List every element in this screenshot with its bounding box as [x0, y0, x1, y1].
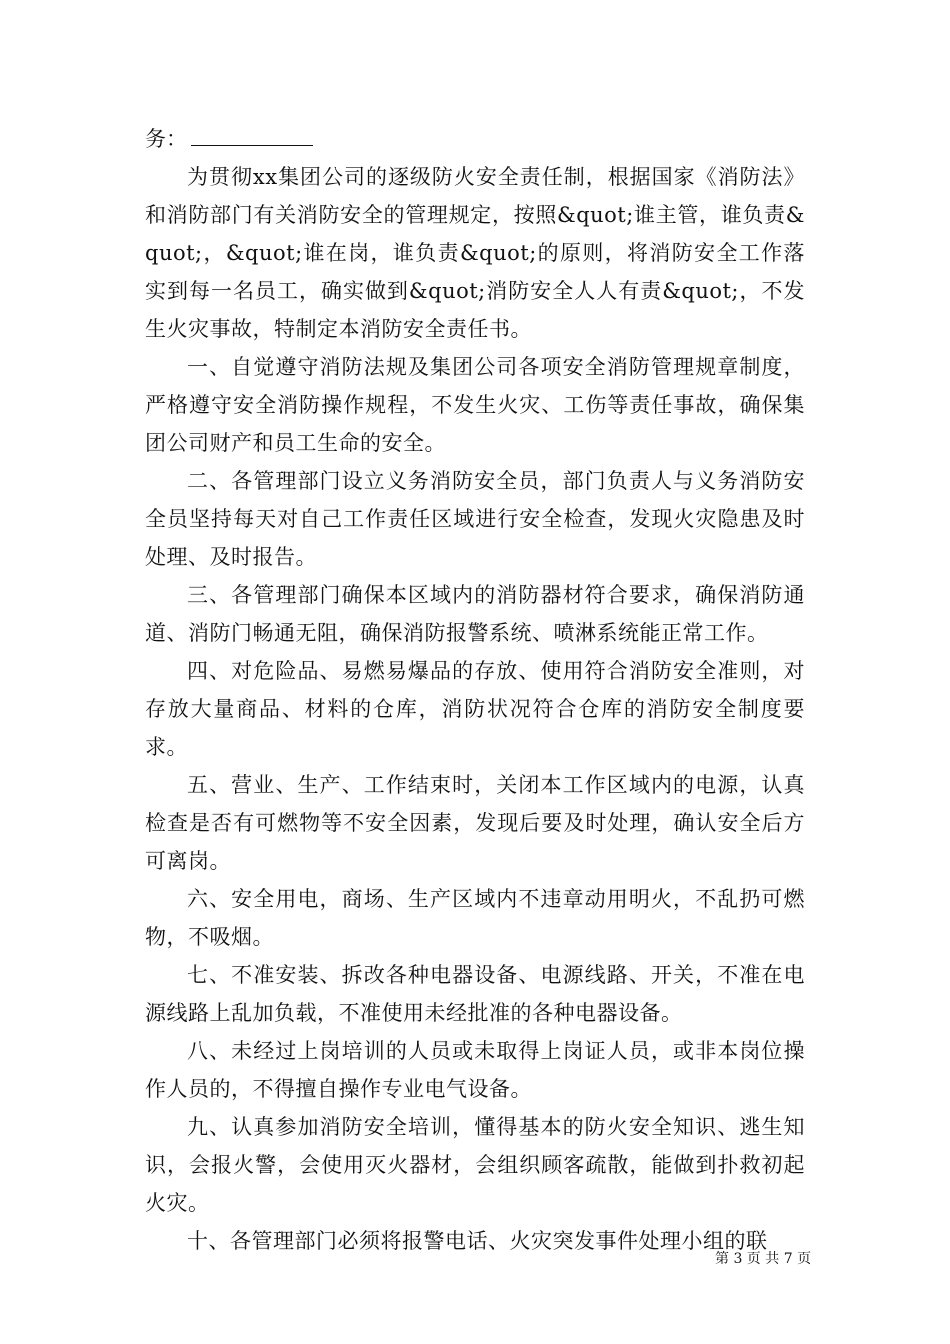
position-line [145, 120, 805, 158]
clause-2: 二、各管理部门设立义务消防安全员，部门负责人与义务消防安全员坚持每天对自己工作责任区域进行安全检查，发现火灾隐患及时处理、及时报告。 [145, 469, 805, 569]
clause-9: 九、认真参加消防安全培训，懂得基本的防火安全知识、逃生知识，会报火警，会使用灭火器材，会组织顾客疏散，能做到扑救初起火灾。 [145, 1115, 805, 1215]
clause-5: 五、营业、生产、工作结束时，关闭本工作区域内的电源，认真检查是否有可燃物等不安全因素，发现后要及时处理，确认安全后方可离岗。 [145, 773, 805, 873]
page-number: 第 3 页 共 7 页 [715, 1251, 812, 1267]
clause-3: 三、各管理部门确保本区域内的消防器材符合要求，确保消防通道、消防门畅通无阻，确保消防报警系统、喷淋系统能正常工作。 [145, 583, 805, 645]
intro-paragraph: 为贯彻xx集团公司的逐级防火安全责任制，根据国家《消防法》和消防部门有关消防安全的管理规定，按照&quot;谁主管，谁负责&quot;，&quot;谁在岗，谁负责&quot;的原则，将消防安全工作落实到每一名员工，确实做到&quot;消防安全人人有责&quot;，不发生火灾事故，特制定本消防安全责任书。 [145, 165, 805, 341]
clause-1: 一、自觉遵守消防法规及集团公司各项安全消防管理规章制度，严格遵守安全消防操作规程，不发生火灾、工伤等责任事故，确保集团公司财产和员工生命的安全。 [145, 355, 805, 455]
position-label: 务： [145, 127, 187, 151]
document-body [145, 120, 805, 1260]
clause-6: 六、安全用电，商场、生产区域内不违章动用明火，不乱扔可燃物，不吸烟。 [145, 887, 805, 949]
clause-4: 四、对危险品、易燃易爆品的存放、使用符合消防安全准则，对存放大量商品、材料的仓库，消防状况符合仓库的消防安全制度要求。 [145, 659, 805, 759]
position-blank-underline [191, 123, 313, 146]
clause-7: 七、不准安装、拆改各种电器设备、电源线路、开关，不准在电源线路上乱加负载，不准使用未经批准的各种电器设备。 [145, 963, 805, 1025]
clause-8: 八、未经过上岗培训的人员或未取得上岗证人员，或非本岗位操作人员的，不得擅自操作专业电气设备。 [145, 1039, 805, 1101]
clause-10: 十、各管理部门必须将报警电话、火灾突发事件处理小组的联 [187, 1229, 768, 1253]
